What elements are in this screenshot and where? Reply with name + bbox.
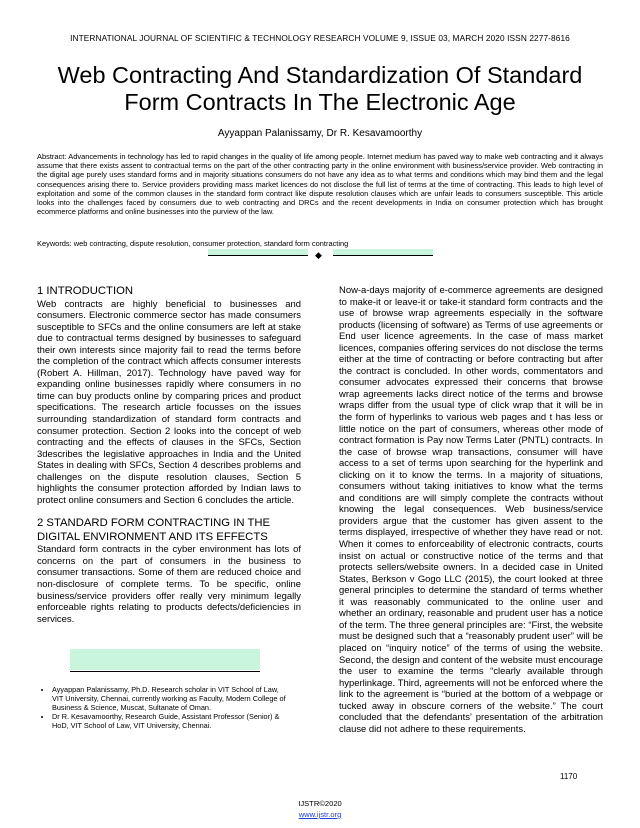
footnote-separator bbox=[70, 671, 260, 672]
page-number: 1170 bbox=[560, 772, 578, 781]
separator-line-left bbox=[208, 255, 308, 256]
title-line-1: Web Contracting And Standardization Of Standard bbox=[57, 62, 583, 88]
footer-copyright: IJSTR©2020 bbox=[298, 799, 342, 808]
section-2-heading-line-2: DIGITAL ENVIRONMENT AND ITS EFFECTS bbox=[37, 530, 268, 543]
paper-title bbox=[20, 62, 620, 116]
section-1-body: Web contracts are highly beneficial to businesses and consumers. Electronic commerce sector has made consumers susceptible to SFCs and the online consumers are left at stake due to contractual terms designed by businesses to safeguard their own interests since majority fail to read the terms before the completion of the contract which affects consumer interests (Robert A. Hillman, 2017). Technology have paved way for expanding online businesses rapidly where consumers in no time can buy products online by comparing prices and product specifications. The research article focusses on the issues surrounding standardization of standard form contracts and consumer protection. Section 2 looks into the concept of web contracting and the effects of clauses in the SFCs, Section 3describes the legislative approaches in India and the United States in dealing with SFCs, Section 4 describes problems and challenges on the dispute resolution clauses, Section 5 highlights the consumer protection afforded by Indian laws to protect online consumers and Section 6 concludes the article. bbox=[37, 298, 301, 506]
footnote-item: • Dr R. Kesavamoorthy, Research Guide, Assistant Professor (Senior) & HoD, VIT School of Law, VIT University, Chennai. bbox=[52, 713, 287, 731]
footnotes bbox=[37, 686, 287, 731]
abstract: Abstract: Advancements in technology has led to rapid changes in the quality of life among people. Internet medium has paved way to make web contracting and it always assume that there exists assent to contractual terms on the part of the other contracting party in the online environment with business/service provider. Web contracting in the digital age purely uses standard forms and in majority situations consumers do not have any idea as to what terms and conditions which may bind them and the legal consequences arising there to. Service providers providing mass market licences do not disclose the full list of terms at the time of contracting. This leads to high level of exploitation and some of the common clauses in the standard form contract like dispute resolution clauses which are unfair leads to consumers susceptible. This article looks into the challenges faced by consumers due to web contracting and DRCs and the recent developments in India on consumer protection which has brought ecommerce platforms and online businesses into the purview of the law. bbox=[37, 152, 603, 217]
section-2-body: Standard form contracts in the cyber environment has lots of concerns on the part of consumers in the business to consumer transactions. Some of them are reduced choice and non-disclosure of complete terms. To be specific, online business/service providers offer really very minimum legally enforceable rights relating to products defects/deficiencies in services. bbox=[37, 544, 301, 625]
title-line-2: Form Contracts In The Electronic Age bbox=[124, 89, 516, 115]
right-column bbox=[339, 285, 603, 735]
footer-url-wrap bbox=[0, 810, 640, 819]
separator-line-right bbox=[333, 255, 433, 256]
authors: Ayyappan Palanissamy, Dr R. Kesavamoorthy bbox=[217, 128, 423, 139]
right-column-body: Now-a-days majority of e-commerce agreements are designed to make-it or leave-it or take-it standard form contracts and the use of browse wrap agreements especially in the software products (licensing of software) as Terms of use agreements or End user licence agreements. In the case of mass market licences, companies offering services do not disclose the terms either at the time of contracting or before contracting but after the contract is concluded. In other words, commentators and consumer advocates expressed their concerns that browse wrap agreements lacks direct notice of the terms and browse wraps differ from the usual type of click wrap that it will be in the form of hyperlinks to various web pages and t has less or little notice on the part of consumers, whereas other mode of contract formation is Pay now Terms Later (PNTL) contracts. In the case of browse wrap transactions, consumer will have access to a set of terms upon searching for the hyperlink and clicking on it to know the terms. In a majority of situations, consumers without taking initiatives to know what the terms and conditions are will simply complete the contracts without knowing the legal consequences. Web business/service providers argue that the customer has given assent to the terms displayed, irrespective of whether they have read or not. When it comes to enforceability of electronic contracts, courts insist on actual or constructive notice of the terms and that protects sellers/website owners. In a decided case in United States, Berkson v Gogo LLC (2015), the court looked at three general principles to determine the standard of terms whether it was reasonably communicated to the online user and whether an ordinary, reasonable and prudent user has a notice of the term. The three general principles are: “First, the website must be designed such that a “reasonably prudent user” will be placed on “inquiry notice” of the terms of using the website. Second, the design and content of the website must encourage the user to examine the terms “clearly available through hyperlinkage. Third, agreements will not be enforced where the link to the agreement is “buried at the bottom of a webpage or tucked away in obscure corners of the website.” The court concluded that the defendants’ presentation of the arbitration clause did not adhere to these requirements. bbox=[339, 285, 603, 735]
left-column bbox=[37, 285, 301, 625]
journal-header: INTERNATIONAL JOURNAL OF SCIENTIFIC & TECHNOLOGY RESEARCH VOLUME 9, ISSUE 03, MARCH 2020 ISSN 2277-8616 bbox=[70, 33, 570, 43]
separator-diamond-icon: ◆ bbox=[315, 250, 322, 260]
section-1-heading: 1 INTRODUCTION bbox=[37, 285, 134, 297]
footnote-item: • Ayyappan Palanissamy, Ph.D. Research scholar in VIT School of Law, VIT University, Chennai, currently working as Faculty, Modern College of Business & Science, Muscat, Sultanate of Oman. bbox=[52, 686, 287, 713]
footer-url-link[interactable]: www.ijstr.org bbox=[298, 810, 342, 819]
section-2-heading-line-1: 2 STANDARD FORM CONTRACTING IN THE bbox=[37, 517, 271, 530]
keywords: Keywords: web contracting, dispute resolution, consumer protection, standard form contracting bbox=[37, 239, 349, 248]
section-2-heading bbox=[37, 517, 301, 544]
footnote-highlight-bar bbox=[70, 649, 260, 670]
